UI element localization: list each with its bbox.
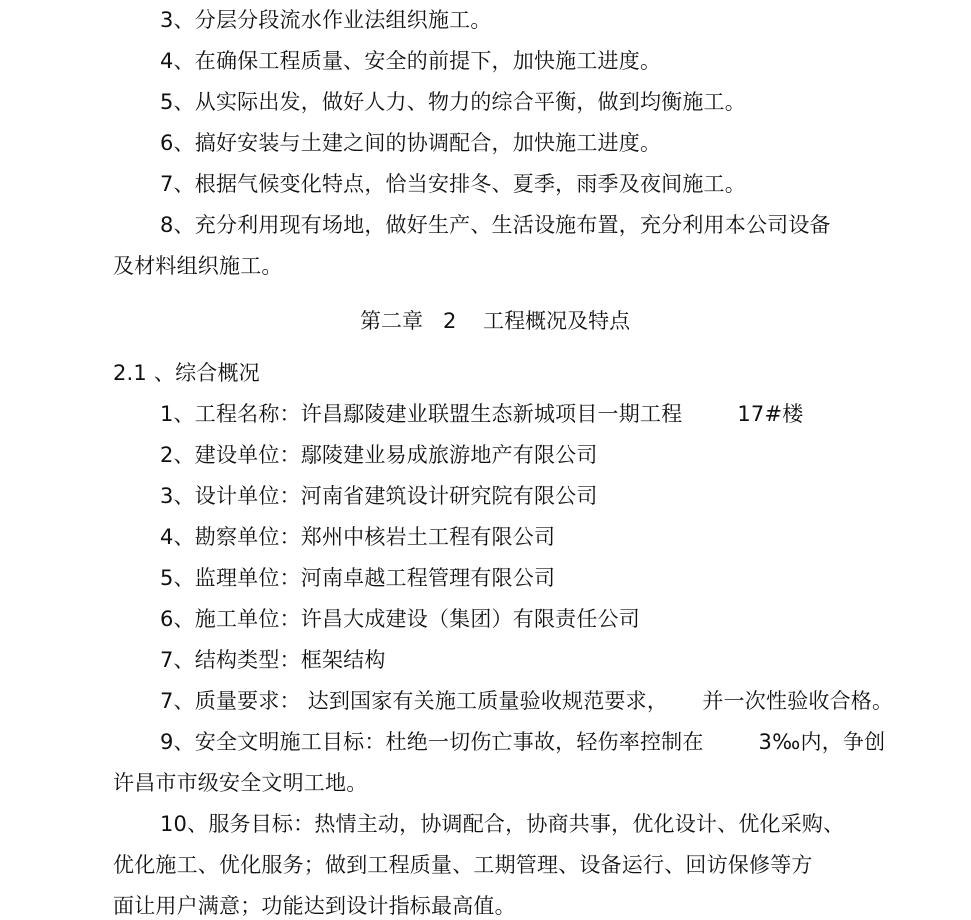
overview-item-1: 1、工程名称：许昌鄢陵建业联盟生态新城项目一期工程 17#楼: [160, 402, 804, 426]
section-title: 2.1 、综合概况: [113, 361, 260, 385]
overview-item-9: 9、安全文明施工目标：杜绝一切伤亡事故，轻伤率控制在 3‰内，争创: [160, 730, 886, 754]
overview-item-5: 5、监理单位：河南卓越工程管理有限公司: [160, 566, 556, 590]
overview-item-4: 4、勘察单位：郑州中核岩土工程有限公司: [160, 525, 556, 549]
overview-item-10: 10、服务目标：热情主动，协调配合，协商共事，优化设计、优化采购、: [160, 812, 845, 836]
intro-item-4: 4、在确保工程质量、安全的前提下，加快施工进度。: [160, 49, 662, 73]
overview-item-6: 6、施工单位：许昌大成建设（集团）有限责任公司: [160, 607, 640, 631]
chapter-heading: 第二章 2 工程概况及特点: [360, 309, 631, 333]
overview-item-9-continuation: 许昌市市级安全文明工地。: [113, 771, 368, 795]
intro-item-8: 8、充分利用现有场地，做好生产、生活设施布置，充分利用本公司设备: [160, 213, 831, 237]
intro-item-5: 5、从实际出发，做好人力、物力的综合平衡，做到均衡施工。: [160, 90, 746, 114]
overview-item-3: 3、设计单位：河南省建筑设计研究院有限公司: [160, 484, 598, 508]
intro-item-7: 7、根据气候变化特点，恰当安排冬、夏季，雨季及夜间施工。: [160, 172, 746, 196]
overview-item-10-line-2: 优化施工、优化服务；做到工程质量、工期管理、设备运行、回访保修等方: [113, 853, 813, 877]
intro-item-8-continuation: 及材料组织施工。: [113, 254, 283, 278]
intro-item-6: 6、搞好安装与土建之间的协调配合，加快施工进度。: [160, 131, 662, 155]
intro-item-3: 3、分层分段流水作业法组织施工。: [160, 8, 492, 32]
overview-item-2: 2、建设单位：鄢陵建业易成旅游地产有限公司: [160, 443, 598, 467]
overview-item-7-quality: 7、质量要求： 达到国家有关施工质量验收规范要求， 并一次性验收合格。: [160, 689, 894, 713]
overview-item-7-structure: 7、结构类型：框架结构: [160, 648, 386, 672]
overview-item-10-line-3: 面让用户满意；功能达到设计指标最高值。: [113, 894, 516, 918]
